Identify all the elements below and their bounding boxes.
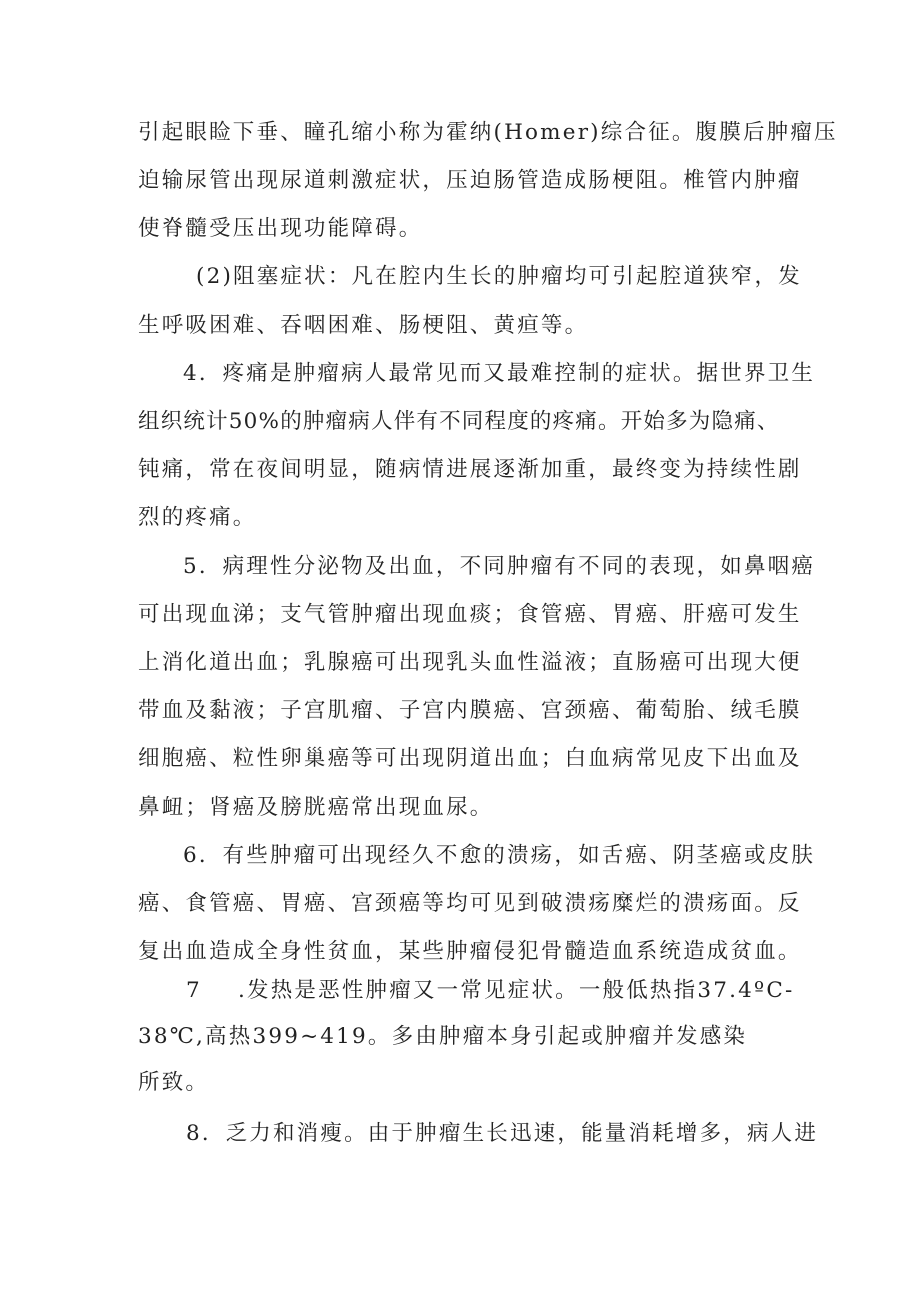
- text-line: 5．病理性分泌物及出血，不同肿瘤有不同的表现，如鼻咽癌: [183, 554, 816, 579]
- text-line: 6．有些肿瘤可出现经久不愈的溃疡，如舌癌、阴茎癌或皮肤: [183, 843, 816, 868]
- text-line: 带血及黏液；子宫肌瘤、子宫内膜癌、宫颈癌、葡萄胎、绒毛膜: [138, 698, 802, 723]
- text-line: 4．疼痛是肿瘤病人最常见而又最难控制的症状。据世界卫生: [183, 361, 816, 386]
- text-line: 所致。: [138, 1070, 210, 1095]
- text-line: 复出血造成全身性贫血，某些肿瘤侵犯骨髓造血系统造成贫血。: [138, 939, 802, 964]
- text-line: 鼻衄；肾癌及膀胱癌常出现血尿。: [138, 795, 494, 820]
- text-line: 引起眼睑下垂、瞳孔缩小称为霍纳(Homer)综合征。腹膜后肿瘤压: [138, 120, 838, 145]
- text-line: 生呼吸困难、吞咽困难、肠梗阻、黄疸等。: [138, 313, 589, 338]
- text-line: (2)阻塞症状：凡在腔内生长的肿瘤均可引起腔道狭窄，发: [196, 264, 802, 289]
- text-line: 可出现血涕；支气管肿瘤出现血痰；食管癌、胃癌、肝癌可发生: [138, 602, 802, 627]
- text-line: 38℃,高热399~419。多由肿瘤本身引起或肿瘤并发感染: [138, 1024, 748, 1049]
- text-line: 钝痛，常在夜间明显，随病情进展逐渐加重，最终变为持续性剧: [138, 457, 802, 482]
- text-line: 上消化道出血；乳腺癌可出现乳头血性溢液；直肠癌可出现大便: [138, 650, 802, 675]
- text-line: 细胞癌、粒性卵巢癌等可出现阴道出血；白血病常见皮下出血及: [138, 746, 802, 771]
- text-line: .发热是恶性肿瘤又一常见症状。一般低热指37.4ºC-: [238, 978, 795, 1003]
- text-line: 迫输尿管出现尿道刺激症状，压迫肠管造成肠梗阻。椎管内肿瘤: [138, 168, 802, 193]
- text-line: 使脊髓受压出现功能障碍。: [138, 216, 423, 241]
- text-line: 癌、食管癌、胃癌、宫颈癌等均可见到破溃疡糜烂的溃疡面。反: [138, 891, 802, 916]
- item-number: 7: [186, 978, 202, 1003]
- text-line: 8．乏力和消瘦。由于肿瘤生长迅速，能量消耗增多，病人进: [186, 1121, 819, 1146]
- text-line: 组织统计50%的肿瘤病人伴有不同程度的疼痛。开始多为隐痛、: [138, 409, 780, 434]
- text-line: 烈的疼痛。: [138, 505, 257, 530]
